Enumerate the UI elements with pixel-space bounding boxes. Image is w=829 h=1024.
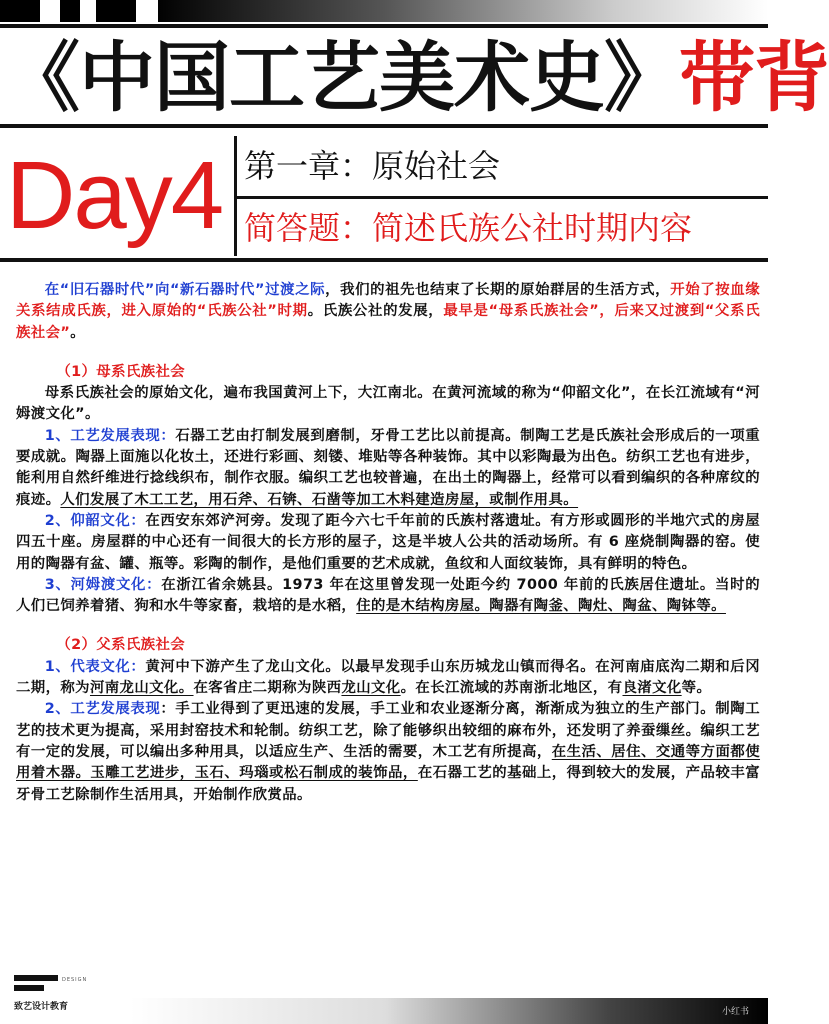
- bottom-gradient-bar: [130, 998, 768, 1024]
- title-main: 《中国工艺美术史》: [4, 33, 679, 122]
- point-underlined: 河南龙山文化。: [89, 680, 194, 697]
- point-underlined: 良渚文化: [622, 680, 682, 697]
- patri-point-2: [16, 699, 760, 805]
- watermark: 小红书: [722, 1007, 750, 1017]
- point-text: 石器工艺由打制发展到磨制，牙骨工艺比以前提高。制陶工艺是氏族社会形成后的一项重要成就。陶器上面施以化妆土，还进行彩画、刻镂、堆贴等各种装饰。其中以彩陶最为出色。纺织工艺也有进步，能利用自然纤维进行捻线织布，制作衣服。编织工艺也较普遍，在出土的陶器上，经常可以看到编织的各种席纹的痕迹。: [16, 427, 760, 508]
- point-label: 2、工艺发展表现: [44, 701, 161, 718]
- point-text: 在西安东郊浐河旁。发现了距今六七千年前的氏族村落遗址。有方形或圆形的半地穴式的房屋四五十座。房屋群的中心还有一间很大的长方形的屋子，这是半坡人公共的活动场所。有 6 座烧制陶器的窑。使用的陶器有盆、罐、瓶等。彩陶的制作，是他们重要的艺术成就，鱼纹和人面纹装饰，具有鲜明的特色。: [16, 512, 760, 572]
- point-underlined: 人们发展了木工工艺，用石斧、石锛、石凿等加工木料建造房屋，或制作用具。: [60, 491, 579, 508]
- divider: [234, 196, 768, 199]
- intro-paragraph: [16, 280, 760, 344]
- point-underlined: 在生活、居住、交通等方面都使用着木器。玉雕工艺进步，玉石、玛瑙或松石制成的装饰品，: [16, 743, 761, 782]
- intro-highlight: 最早是“母系氏族社会”，后来又过渡到“父系氏族社会”: [16, 303, 760, 341]
- question-label: 简答题：简述氏族公社时期内容: [244, 209, 693, 247]
- day-label: Day4: [6, 142, 223, 249]
- point-text: ：手工业得到了更迅速的发展，手工业和农业逐渐分离，渐渐成为独立的生产部门。制陶工艺的技术更为提高，采用封窑技术和轮制。纺织工艺，除了能够织出较细的麻布外，还发明了养蚕缫丝。编织工艺有一定的发展，可以编出多种用具，以适应生产、生活的需要，木工艺有所提高，: [16, 701, 760, 760]
- top-stripe: [40, 0, 60, 22]
- intro-text: 。: [70, 324, 86, 341]
- section-intro: 母系氏族社会的原始文化，遍布我国黄河上下，大江南北。在黄河流域的称为“仰韶文化”，在长江流域有“河姆渡文化”。: [16, 385, 760, 423]
- intro-text: ，我们的祖先也结束了长期的原始群居的生活方式，: [325, 282, 671, 298]
- matri-point-3: [16, 575, 760, 618]
- point-text: 在客省庄二期称为陕西: [193, 680, 342, 697]
- point-text: 等。: [681, 680, 712, 697]
- logo-subtext: DESIGN: [62, 977, 88, 983]
- section-heading: （2）父系氏族社会: [56, 637, 186, 654]
- logo-mark: [14, 985, 44, 991]
- point-text: 在浙江省余姚县。1973 年在这里曾发现一处距今约 7000 年前的氏族居住遗址。当时的人们已饲养着猪、狗和水牛等家畜，栽培的是水稻，: [16, 576, 760, 615]
- logo-mark: [14, 975, 58, 981]
- point-text: 在石器工艺的基础上，得到较大的发展，产品较丰富牙骨工艺除制作生活用具，开始制作欣赏品。: [16, 765, 760, 803]
- intro-highlight: 在“旧石器时代”向“新石器时代”过渡之际: [44, 282, 326, 298]
- point-text: 黄河中下游产生了龙山文化。以最早发现手山东历城龙山镇而得名。在河南庙底沟二期和后冈二期，称为: [16, 658, 760, 697]
- title-accent: 带背: [679, 33, 829, 122]
- page-title: [4, 32, 829, 124]
- point-label: 2、仰韶文化：: [44, 512, 146, 529]
- logo-name: 致艺设计教育: [14, 1002, 69, 1012]
- top-gradient-bar: [0, 0, 768, 22]
- point-underlined: 龙山文化: [341, 680, 401, 697]
- divider: [0, 258, 768, 262]
- point-label: 1、代表文化：: [44, 658, 146, 675]
- point-text: 。在长江流域的苏南浙北地区，有: [400, 680, 623, 697]
- top-stripe: [136, 0, 158, 22]
- top-stripe: [80, 0, 96, 22]
- point-underlined: 住的是木结构房屋。陶器有陶釜、陶灶、陶盆、陶钵等。: [356, 598, 726, 615]
- brand-logo: [14, 975, 124, 1015]
- intro-highlight: 开始了按血缘关系结成氏族，进入原始的“氏族公社”时期: [16, 282, 760, 320]
- matri-point-2: [16, 511, 760, 575]
- point-label: 3、河姆渡文化：: [44, 576, 162, 593]
- section-heading: （1）母系氏族社会: [56, 363, 186, 380]
- matri-point-1: [16, 426, 760, 511]
- intro-text: 。氏族公社的发展，: [307, 303, 444, 320]
- main-content: [16, 280, 760, 806]
- patri-point-1: [16, 657, 760, 700]
- title-banner: [0, 24, 829, 128]
- chapter-label: 第一章：原始社会: [244, 147, 501, 185]
- point-label: 1、工艺发展表现：: [44, 427, 176, 444]
- day-header: [0, 136, 768, 256]
